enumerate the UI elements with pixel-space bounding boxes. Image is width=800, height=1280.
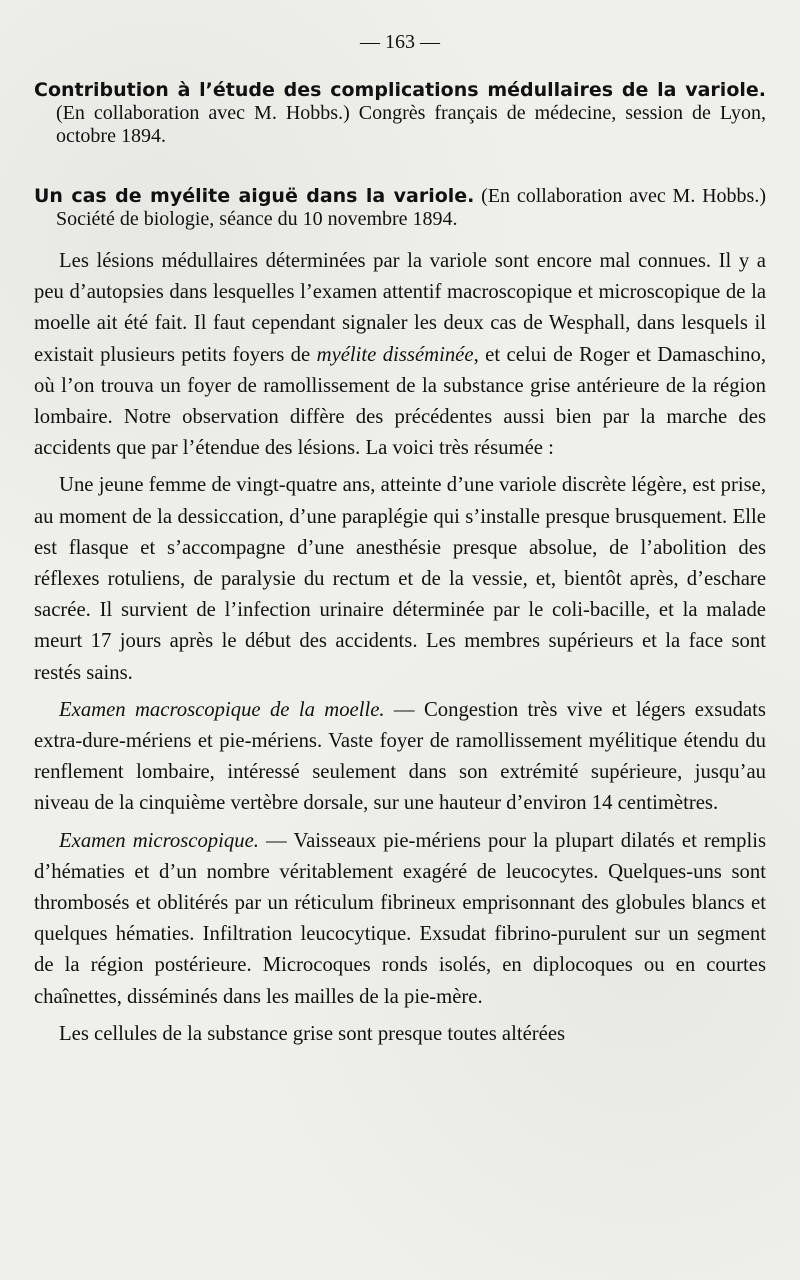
article-body	[34, 246, 766, 1050]
entry-meta: (En collaboration avec M. Hobbs.) Société de biologie, séance du 10 novembre 1894.	[56, 185, 766, 230]
entry-title: Contribution à l’étude des complications médullaires de la variole.	[34, 79, 766, 101]
entry-meta: (En collaboration avec M. Hobbs.) Congrès français de médecine, session de Lyon, octobre 1894.	[56, 102, 766, 147]
paragraph-5: Les cellules de la substance grise sont presque toutes altérées	[59, 1022, 566, 1045]
paragraph-2: Une jeune femme de vingt-quatre ans, atteinte d’une variole discrète légère, est prise, au moment de la dessiccation, d’une paraplégie qui s’installe presque brusquement. Elle est flasque et s’accompagne d’une anesthésie presque absolue, de l’abolition des réflexes rotuliens, de paralysie du rectum et de la vessie, et, bientôt après, d’eschare sacrée. Il survient de l’infection urinaire déterminée par le coli-bacille, et la malade meurt 17 jours après le début des accidents. Les membres supérieurs et la face sont restés sains.	[34, 474, 766, 684]
paragraph-1	[34, 246, 766, 464]
paragraph-text: Les lésions médullaires déterminées par la variole sont encore mal connues. Il y a peu d’autopsies dans lesquelles l’examen attentif macroscopique et microscopique de la moelle ait été fait. Il faut cependant signaler les deux cas de Wesphall, dans lesquels il existait plusieurs petits foyers de	[34, 250, 766, 366]
page-number: — 163 —	[360, 31, 440, 53]
paragraph-text: , et celui de Roger et Damaschino, où l’on trouva un foyer de ramollissement de la substance grise antérieure de la région lombaire. Notre observation diffère des précédentes aussi bien par la marche des accidents que par l’étendue des lésions. La voici très résumée :	[34, 343, 767, 460]
bibliography-entry-2	[34, 185, 766, 231]
section-label: Examen microscopique.	[59, 829, 259, 852]
paragraph-3	[34, 695, 766, 820]
entry-title: Un cas de myélite aiguë dans la variole.	[34, 185, 475, 207]
italic-term: myélite disséminée	[316, 343, 474, 366]
paragraph-4	[34, 826, 766, 1013]
paragraph-text: — Congestion très vive et légers exsudats extra-dure-mériens et pie-mériens. Vaste foyer de ramollissement myélitique étendu du renflement lombaire, intéressé seulement dans son extrémité supérieure, jusqu’au niveau de la cinquième vertèbre dorsale, sur une hauteur d’environ 14 centimètres.	[34, 698, 766, 815]
section-label: Examen macroscopique de la moelle.	[59, 698, 385, 721]
paragraph-text: — Vaisseaux pie-mériens pour la plupart dilatés et remplis d’hématies et d’un nombre véritablement exagéré de leucocytes. Quelques-uns sont thrombosés et oblitérés par un réticulum fibrineux emprisonnant des globules blancs et quelques hématies. Infiltration leucocytique. Exsudat fibrino-purulent sur un segment de la région postérieure. Microcoques ronds isolés, en diplocoques ou en courtes chaînettes, disséminés dans les mailles de la pie-mère.	[34, 829, 766, 1008]
bibliography-entry-1	[34, 79, 766, 148]
